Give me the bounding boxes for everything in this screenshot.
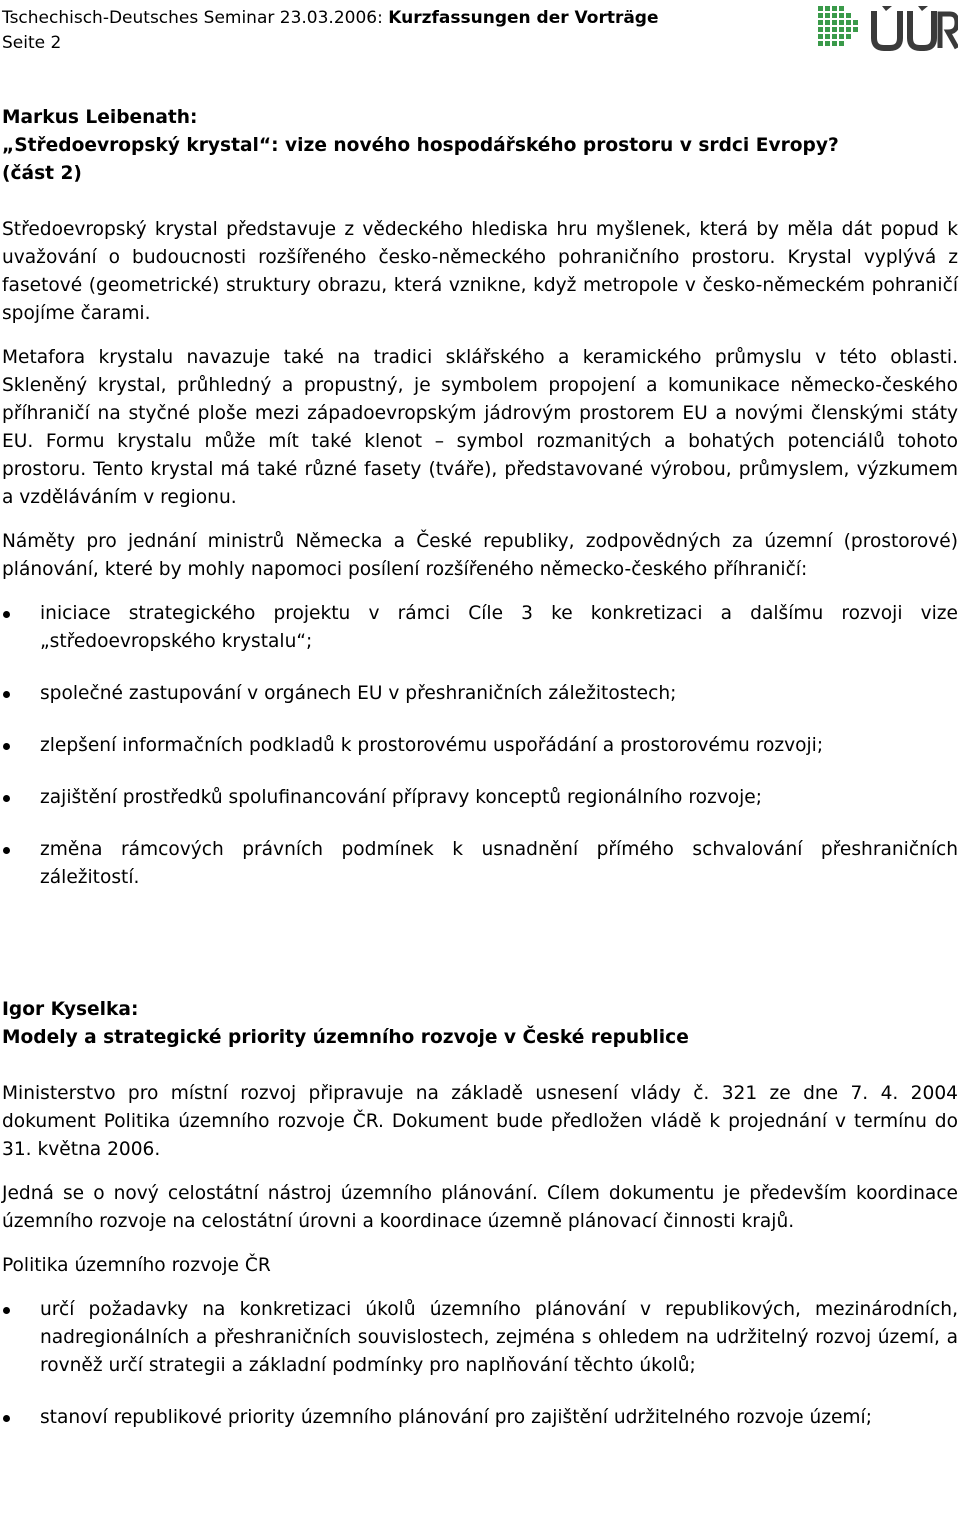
list-item: určí požadavky na konkretizaci úkolů územního plánování v republikových, mezinárodních, nadregionálních a přeshraničních souvislostech, zejména s ohledem na udržitelný rozvoj území, a rovněž určí strategii a základní podmínky pro naplňování těchto úkolů; <box>2 1296 958 1380</box>
section2-title: Modely a strategické priority územního rozvoje v České republice <box>2 1027 689 1048</box>
section1-author: Markus Leibenath: <box>2 107 198 128</box>
section1-bullet-list <box>2 600 958 892</box>
section2-paragraph-3: Politika územního rozvoje ČR <box>2 1255 271 1276</box>
section2-paragraph-2: Jedná se o nový celostátní nástroj územního plánování. Cílem dokumentu je především koordinace územního rozvoje na celostátní úrovni a koordinace územně plánovací činnosti krajů. <box>2 1183 958 1232</box>
section1-paragraph-3: Náměty pro jednání ministrů Německa a České republiky, zodpovědných za územní (prostorové) plánování, které by mohly napomoci posílení rozšířeného německo-českého příhraničí: <box>2 531 958 580</box>
list-item: stanoví republikové priority územního plánování pro zajištění udržitelného rozvoje území; <box>2 1404 958 1432</box>
list-item: změna rámcových právních podmínek k usnadnění přímého schvalování přeshraničních záležitostí. <box>2 836 958 892</box>
uur-logo <box>816 4 958 52</box>
header-title <box>2 6 659 31</box>
header-title-prefix: Tschechisch-Deutsches Seminar 23.03.2006: <box>2 8 389 28</box>
list-item: zajištění prostředků spolufinancování přípravy konceptů regionálního rozvoje; <box>2 784 958 812</box>
section-leibenath <box>2 104 958 892</box>
section-kyselka <box>2 996 958 1432</box>
section2-paragraph-1: Ministerstvo pro místní rozvoj připravuje na základě usnesení vlády č. 321 ze dne 7. 4. 2004 dokument Politika územního rozvoje ČR. Dokument bude předložen vládě k projednání v termínu do 31. května 2006. <box>2 1083 958 1160</box>
list-item: společné zastupování v orgánech EU v přeshraničních záležitostech; <box>2 680 958 708</box>
section1-paragraph-1: Středoevropský krystal představuje z vědeckého hlediska hru myšlenek, která by měla dát popud k uvažování o budoucnosti rozšířeného česko-německého pohraničního prostoru. Krystal vyplývá z fasetové (geometrické) struktury obrazu, která vznikne, když metropole v česko-německém pohraničí spojíme čarami. <box>2 219 958 324</box>
section1-paragraph-2: Metafora krystalu navazuje také na tradici sklářského a keramického průmyslu v této oblasti. Skleněný krystal, průhledný a propustný, je symbolem propojení a komunikace německo-českého příhraničí na styčné ploše mezi západoevropským jádrovým prostorem EU a novými členskými státy EU. Formu krystalu může mít také klenot – symbol rozmanitých a bohatých potenciálů tohoto prostoru. Tento krystal má také různé fasety (tváře), představované výrobou, průmyslem, výzkumem a vzděláváním v regionu. <box>2 347 958 508</box>
list-item: zlepšení informačních podkladů k prostorovému uspořádání a prostorovému rozvoji; <box>2 732 958 760</box>
section1-title: „Středoevropský krystal“: vize nového hospodářského prostoru v srdci Evropy? <box>2 135 839 156</box>
header-page-number: Seite 2 <box>2 33 62 53</box>
list-item: iniciace strategického projektu v rámci Cíle 3 ke konkretizaci a dalšímu rozvoji vize „středoevropského krystalu“; <box>2 600 958 656</box>
header-title-bold: Kurzfassungen der Vorträge <box>388 8 659 28</box>
page-header <box>0 0 960 60</box>
section2-author: Igor Kyselka: <box>2 999 139 1020</box>
section2-bullet-list <box>2 1296 958 1432</box>
header-text <box>2 6 659 56</box>
document-body <box>2 104 958 1456</box>
section1-title-part: (část 2) <box>2 163 82 184</box>
